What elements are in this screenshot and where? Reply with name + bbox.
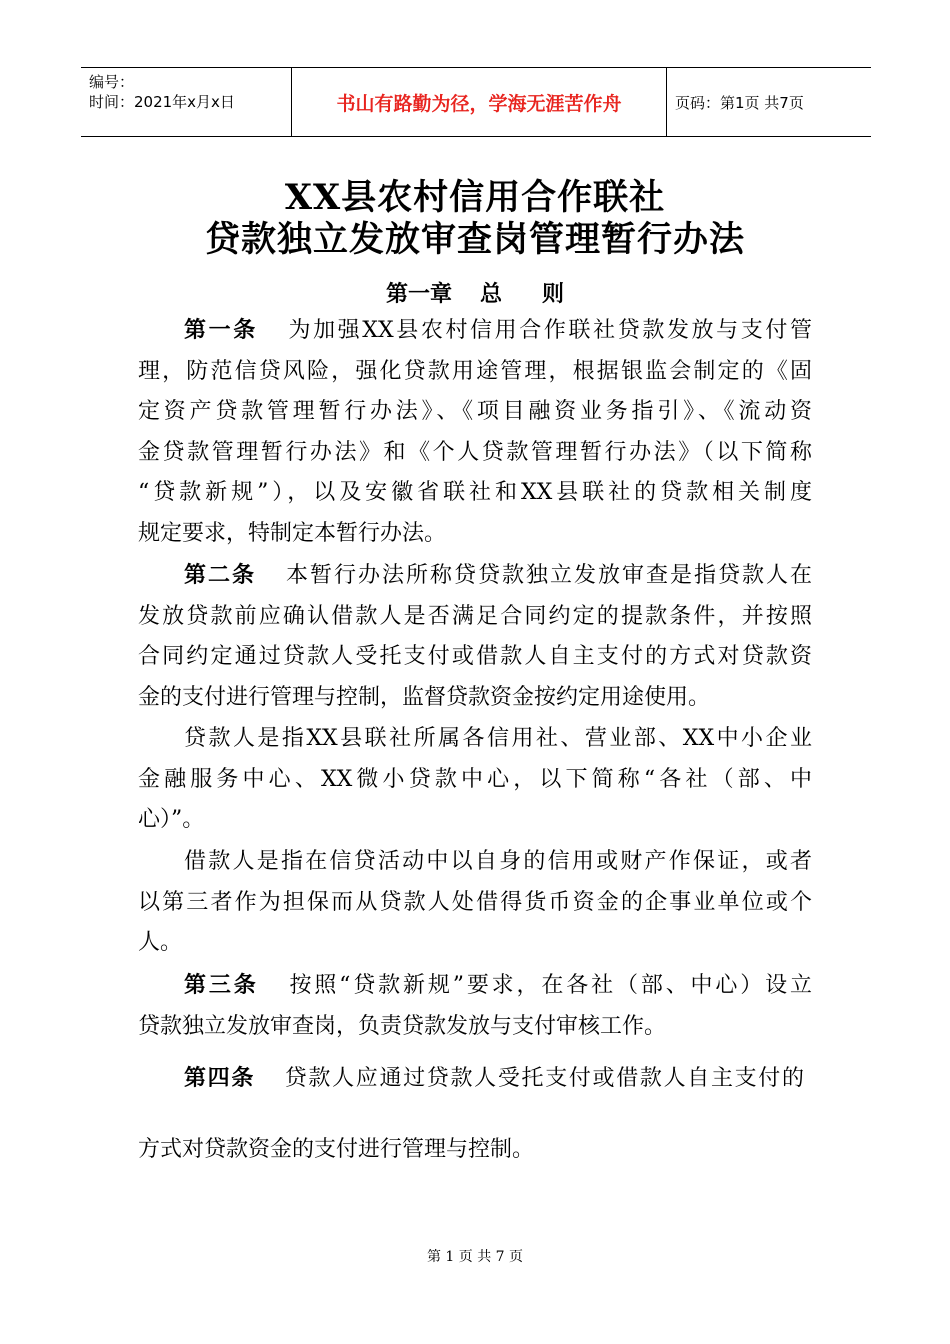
article-line: 理，防范信贷风险，强化贷款用途管理，根据银监会制定的《固: [138, 358, 812, 384]
lender-definition: [138, 719, 812, 841]
article-label: 第二条: [184, 562, 256, 588]
borrower-definition: [138, 842, 812, 964]
article-line: 规定要求，特制定本暂行办法。: [138, 520, 447, 546]
chapter-word-1: 总: [479, 281, 502, 307]
article-line: 金融服务中心、XX微小贷款中心，以下简称“各社（部、中: [138, 766, 812, 792]
article-line: 本暂行办法所称贷贷款独立发放审查是指贷款人在: [284, 563, 812, 588]
article-line: 合同约定通过贷款人受托支付或借款人自主支付的方式对贷款资: [138, 644, 812, 669]
chapter-number: 第一章: [385, 281, 452, 307]
chapter-word-2: 则: [542, 281, 565, 307]
chapter-heading: [0, 277, 950, 308]
article-line: “贷款新规”），以及安徽省联社和XX县联社的贷款相关制度: [138, 480, 812, 505]
article-line: 贷款人应通过贷款人受托支付或借款人自主支付的: [283, 1066, 804, 1091]
article-line: 按照“贷款新规”要求，在各社（部、中心）设立: [286, 973, 812, 998]
article-label: 第四条: [184, 1065, 256, 1091]
header-meta: [81, 68, 292, 136]
header-motto: 书山有路勤为径，学海无涯苦作舟: [292, 68, 667, 136]
article-line: 方式对贷款资金的支付进行管理与控制。: [138, 1137, 535, 1162]
article-line: 以第三者作为担保而从贷款人处借得货币资金的企事业单位或个: [138, 889, 812, 915]
article-line: 为加强XX县农村信用合作联社贷款发放与支付管: [285, 318, 812, 343]
page-footer: 第 1 页 共 7 页: [426, 1249, 524, 1265]
article-line: 人。: [138, 930, 183, 955]
article-line: 心）”。: [138, 807, 205, 832]
number-label: 编号：: [89, 73, 135, 91]
article-label: 第一条: [184, 317, 258, 343]
article-4-continued: [138, 1130, 812, 1171]
article-2: [138, 555, 812, 718]
article-4: [138, 1058, 812, 1100]
header-page-info: 页码：第1页 共7页: [675, 93, 804, 112]
article-line: 发放贷款前应确认借款人是否满足合同约定的提款条件，并按照: [138, 603, 812, 629]
article-line: 定资产贷款管理暂行办法》、《项目融资业务指引》、《流动资: [138, 399, 812, 424]
article-line: 金贷款管理暂行办法》和《个人贷款管理暂行办法》（以下简称: [138, 439, 812, 465]
title-line-2: 贷款独立发放审查岗管理暂行办法: [204, 219, 745, 260]
title-line-1: XX县农村信用合作联社: [284, 177, 666, 218]
article-line: 借款人是指在信贷活动中以自身的信用或财产作保证，或者: [184, 849, 812, 874]
article-1: [138, 310, 812, 554]
article-3: [138, 965, 812, 1047]
article-line: 贷款人是指XX县联社所属各信用社、营业部、XX中小企业: [184, 726, 812, 751]
document-header: [81, 67, 871, 137]
article-line: 金的支付进行管理与控制，监督贷款资金按约定用途使用。: [138, 684, 711, 710]
article-line: 贷款独立发放审查岗，负责贷款发放与支付审核工作。: [138, 1013, 667, 1039]
article-label: 第三条: [184, 972, 259, 998]
time-label: 时间：2021年x月x日: [89, 93, 235, 111]
